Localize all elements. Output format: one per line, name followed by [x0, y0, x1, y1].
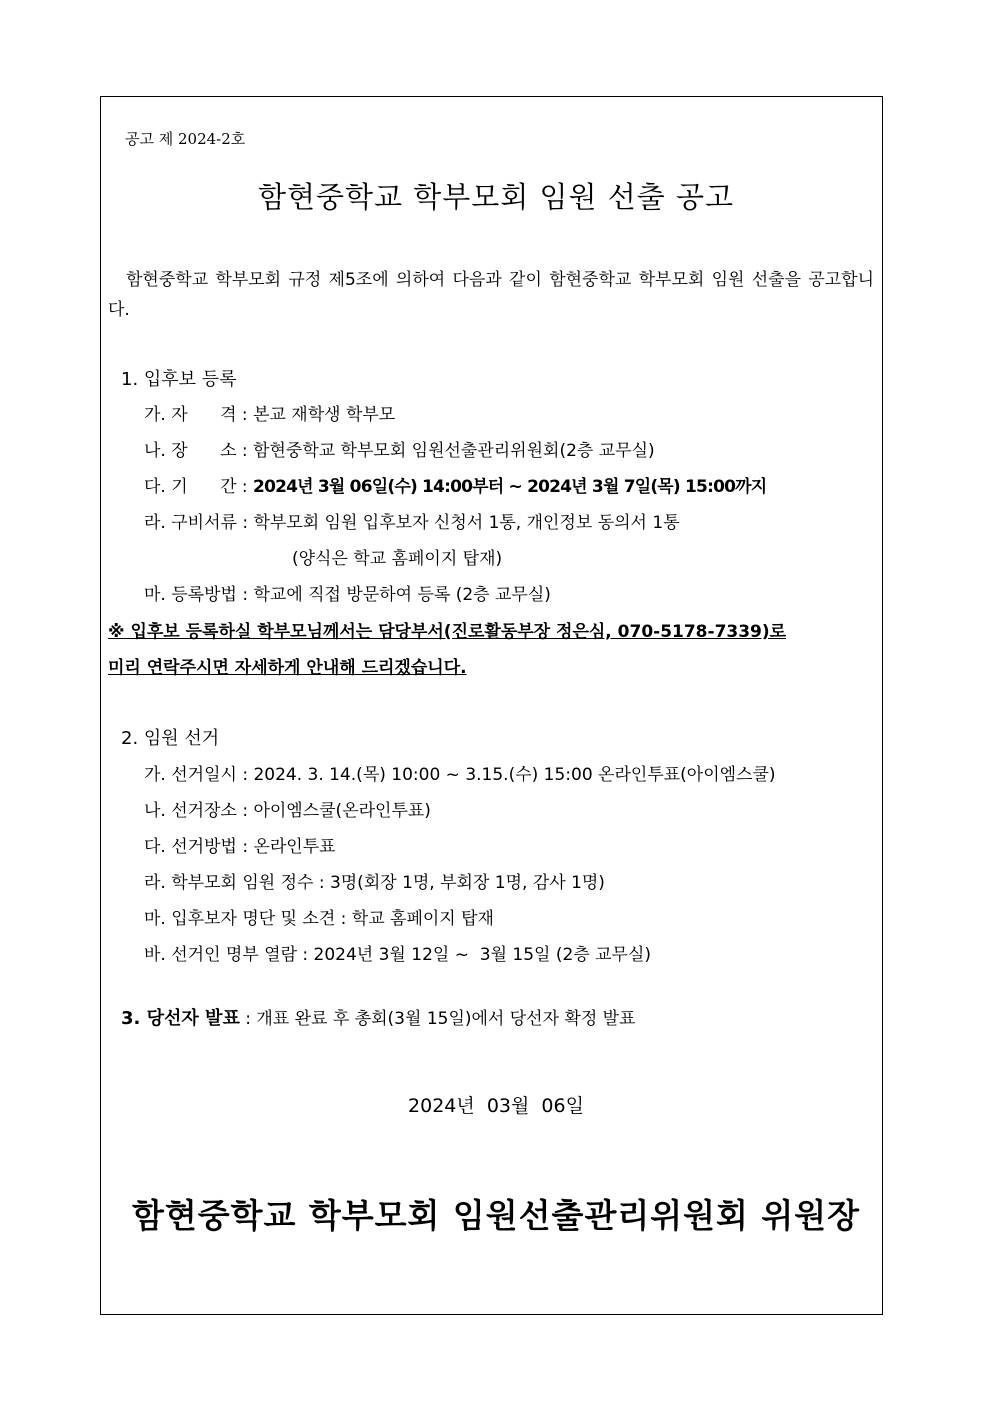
section1-heading: 1. 입후보 등록 [121, 369, 237, 390]
list-item [144, 580, 551, 605]
section3 [121, 1004, 636, 1030]
list-item [144, 400, 395, 425]
list-item: 바. 선거인 명부 열람 : 2024년 3월 12일 ~ 3월 15일 (2층 교무실) [144, 945, 652, 965]
item-value: 본교 재학생 학부모 [253, 405, 396, 425]
list-item: 가. 선거일시 : 2024. 3. 14.(목) 10:00 ~ 3.15.(수) 15:00 온라인투표(아이엠스쿨) [144, 765, 776, 785]
signature: 함현중학교 학부모회 임원선출관리위원회 위원장 [132, 1196, 860, 1235]
item-label: 라. 구비서류 : [144, 513, 249, 533]
list-item: 다. 선거방법 : 온라인투표 [144, 837, 336, 857]
page-title: 함현중학교 학부모회 임원 선출 공고 [257, 180, 735, 214]
intro-paragraph: 함현중학교 학부모회 규정 제5조에 의하여 다음과 같이 함현중학교 학부모회 임원 선출을 공고합니다. [108, 270, 874, 320]
item-label: 가. 자 격 : [144, 405, 248, 425]
item-value: 2024년 3월 06일(수) 14:00부터 ~ 2024년 3월 7일(목) 15:00까지 [253, 477, 767, 497]
list-item: 라. 학부모회 임원 정수 : 3명(회장 1명, 부회장 1명, 감사 1명) [144, 873, 605, 893]
notice-number: 공고 제 2024-2호 [125, 130, 246, 148]
item-label: 마. 등록방법 : [144, 585, 249, 605]
contact-note-line2: 미리 연락주시면 자세하게 안내해 드리겠습니다. [108, 658, 467, 678]
item-value: 학교에 직접 방문하여 등록 (2층 교무실) [253, 585, 551, 605]
item-value: 함현중학교 학부모회 임원선출관리위원회(2층 교무실) [253, 441, 655, 461]
item-label: 다. 기 간 : [144, 477, 248, 497]
section3-text: : 개표 완료 후 총회(3월 15일)에서 당선자 확정 발표 [245, 1009, 636, 1029]
announcement-date: 2024년 03월 06일 [408, 1095, 584, 1117]
list-item: 마. 입후보자 명단 및 소견 : 학교 홈페이지 탑재 [144, 909, 494, 929]
list-item: 나. 선거장소 : 아이엠스쿨(온라인투표) [144, 801, 431, 821]
contact-note-line1: ※ 입후보 등록하실 학부모님께서는 담당부서(진로활동부장 정은심, 070-5178-7339)로 [108, 622, 787, 642]
list-item [144, 508, 680, 533]
section3-heading: 3. 당선자 발표 [121, 1008, 240, 1029]
list-item [144, 436, 655, 461]
item-label: 나. 장 소 : [144, 441, 248, 461]
section2-heading: 2. 임원 선거 [121, 728, 220, 749]
item-value: 학부모회 임원 입후보자 신청서 1통, 개인정보 동의서 1통 [253, 513, 680, 533]
list-item [144, 472, 766, 497]
item-value-continued: (양식은 학교 홈페이지 탑재) [292, 549, 503, 569]
